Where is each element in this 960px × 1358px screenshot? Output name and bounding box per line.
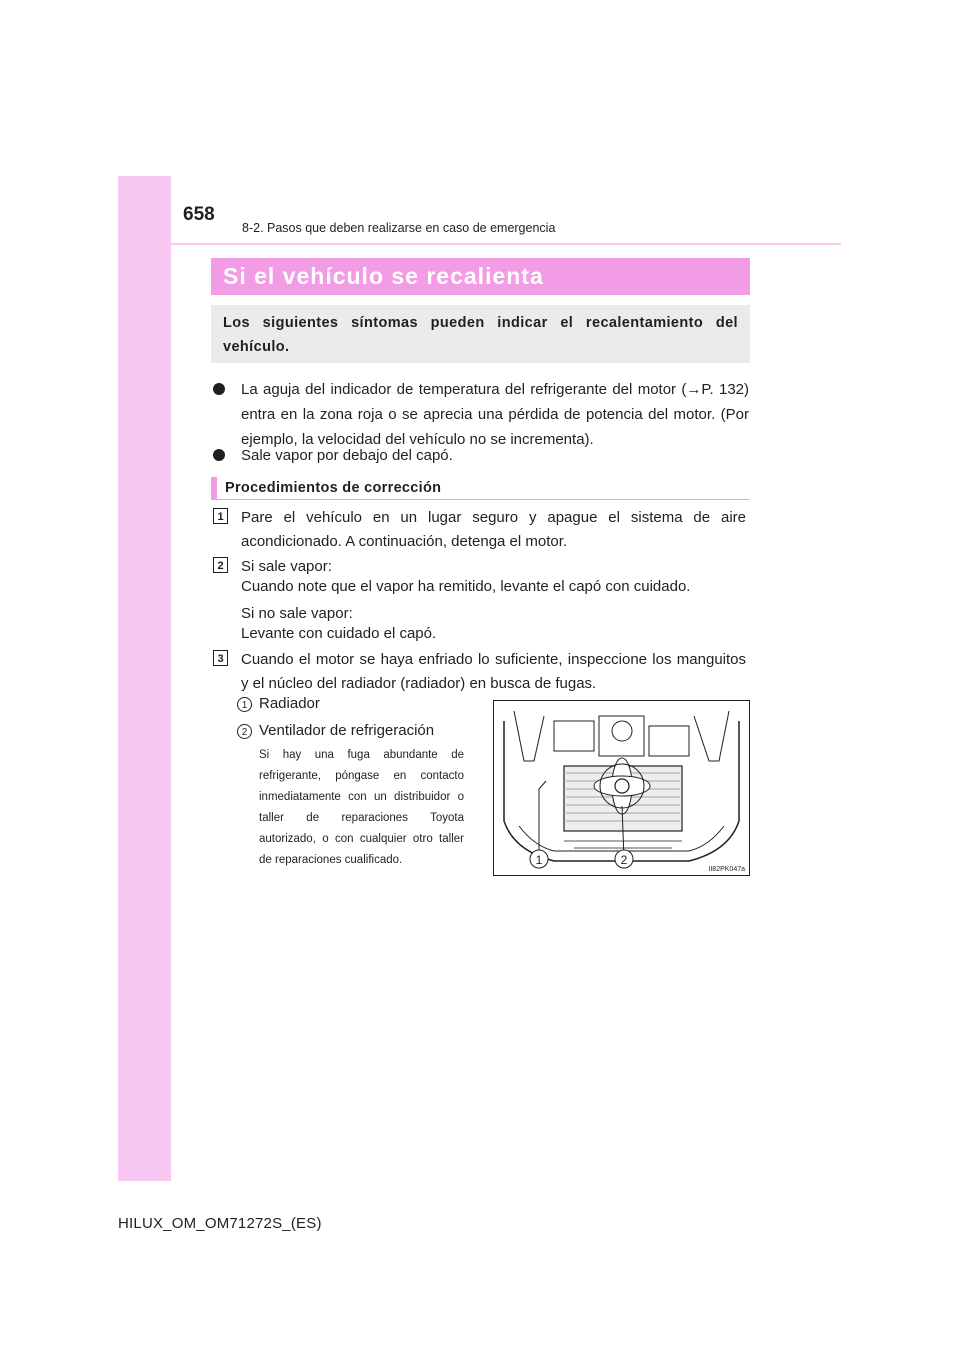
bullet-text: La aguja del indicador de temperatura del refrigerante del motor (→P. 132) entra en la zona roja o se aprecia una pérdida de potencia del motor. (Por ejemplo, la velocidad del vehículo no se incrementa). <box>241 381 749 448</box>
intro-box: Los siguientes síntomas pueden indicar el recalentamiento del vehículo. <box>211 305 750 363</box>
step-text: Si sale vapor: <box>241 558 332 575</box>
bullet-dot <box>213 449 225 461</box>
section-title: 8-2. Pasos que deben realizarse en caso de emergencia <box>242 221 556 235</box>
bullet-text: Sale vapor por debajo del capó. <box>241 447 453 464</box>
callout-label: Ventilador de refrigeración <box>259 722 435 739</box>
step-number: 2 <box>213 557 228 573</box>
callout-number: 2 <box>237 724 252 739</box>
figure-code: II82PK047a <box>708 866 745 873</box>
step-text: Levante con cuidado el capó. <box>241 625 437 642</box>
page-title: Si el vehículo se recalienta <box>211 258 750 295</box>
step-text: Pare el vehículo en un lugar seguro y apague el sistema de aire acondicionado. A continuación, detenga el motor. <box>241 509 746 550</box>
figure-marker-1: 1 <box>535 853 543 867</box>
callout-number: 1 <box>237 697 252 712</box>
step-number: 3 <box>213 650 228 666</box>
header-rule <box>118 243 841 245</box>
page-side-tab <box>118 176 171 1181</box>
procedures-heading: Procedimientos de corrección <box>211 477 750 500</box>
step-number: 1 <box>213 508 228 524</box>
step-text: Cuando el motor se haya enfriado lo suficiente, inspeccione los manguitos y el núcleo del radiador (radiador) en busca de fugas. <box>241 651 746 692</box>
engine-figure <box>493 700 750 876</box>
bullet-dot <box>213 383 225 395</box>
figure-marker-2: 2 <box>620 853 628 867</box>
leak-note: Si hay una fuga abundante de refrigerante, póngase en contacto inmediatamente con un distribuidor o taller de reparaciones Toyota autorizado, o con cualquier otro taller de reparaciones cualificado. <box>259 749 464 866</box>
footer-code: HILUX_OM_OM71272S_(ES) <box>118 1215 322 1232</box>
step-text: Cuando note que el vapor ha remitido, levante el capó con cuidado. <box>241 578 691 595</box>
page-number: 658 <box>183 204 215 225</box>
callout-label: Radiador <box>259 695 320 712</box>
step-text: Si no sale vapor: <box>241 605 353 622</box>
engine-illustration <box>494 701 749 875</box>
procedures-rule <box>211 499 750 500</box>
